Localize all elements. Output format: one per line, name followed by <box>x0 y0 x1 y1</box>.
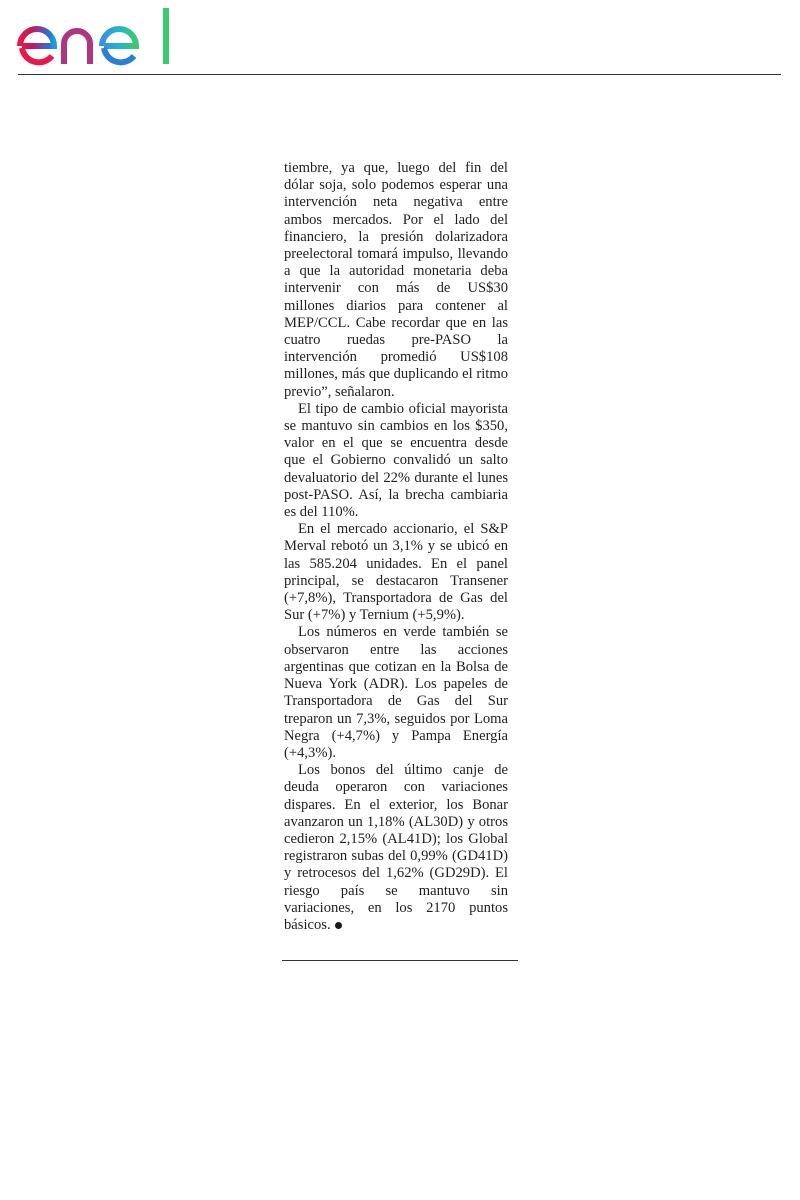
article-paragraph-3: En el mercado accionario, el S&P Merval rebotó un 3,1% y se ubicó en las 585.204 unidades. En el panel principal, se destacaron Transener (+7,8%), Transportadora de Gas del Sur (+7%) y Ternium (+5,9%). <box>284 521 508 624</box>
article-paragraph-5-text: Los bonos del último canje de deuda operaron con variaciones dispares. En el exterior, los Bonar avanzaron un 1,18% (AL30D) y otros cedieron 2,15% (AL41D); los Global registraron subas del 0,99% (GD41D) y retrocesos del 1,62% (GD29D). El riesgo país se mantuvo sin variaciones, en los 2170 puntos básicos. <box>284 762 508 933</box>
article-paragraph-1: tiembre, ya que, luego del fin del dólar soja, solo podemos esperar una intervención neta negativa entre ambos mercados. Por el lado del financiero, la presión dolarizadora preelectoral tomará impulso, llevando a que la autoridad monetaria deba intervenir con más de US$30 millones diarios para contener al MEP/CCL. Cabe recordar que en las cuatro ruedas pre-PASO la intervención promedió US$108 millones, más que duplicando el ritmo previo”, señalaron. <box>284 160 508 400</box>
header-divider <box>18 74 781 75</box>
article-paragraph-5 <box>284 762 508 934</box>
enel-logo <box>16 6 182 68</box>
article-paragraph-4: Los números en verde también se observaron entre las acciones argentinas que cotizan en la Bolsa de Nueva York (ADR). Los papeles de Transportadora de Gas del Sur treparon un 7,3%, seguidos por Loma Negra (+4,7%) y Pampa Energía (+4,3%). <box>284 624 508 761</box>
page-header <box>0 0 800 80</box>
article-end-divider <box>282 960 518 961</box>
article-paragraph-2: El tipo de cambio oficial mayorista se mantuvo sin cambios en los $350, valor en el que se encuentra desde que el Gobierno convalidó un salto devaluatorio del 22% durante el lunes post-PASO. Así, la brecha cambiaria es del 110%. <box>284 400 508 521</box>
end-of-article-bullet-icon <box>335 922 342 929</box>
article-body <box>284 160 508 934</box>
